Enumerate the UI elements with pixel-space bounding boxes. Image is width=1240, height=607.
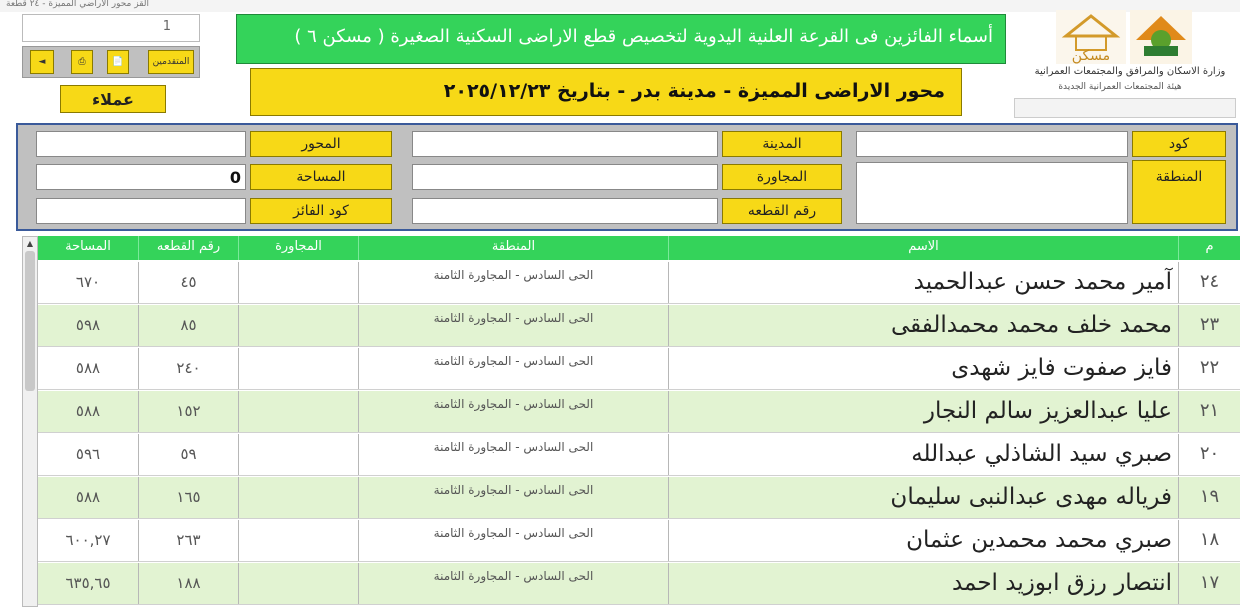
ministry-logo	[1130, 10, 1192, 64]
row-name: آمير محمد حسن عبدالحميد	[668, 262, 1178, 304]
row-region: الحى السادس - المجاورة الثامنة	[358, 305, 668, 347]
table-row[interactable]	[38, 520, 1240, 562]
back-button[interactable]	[30, 50, 54, 74]
row-num: ٢٠	[1178, 434, 1240, 476]
authority-name: هيئة المجتمعات العمرانية الجديدة	[1058, 82, 1182, 92]
row-name: صبري سيد الشاذلي عبدالله	[668, 434, 1178, 476]
table-row[interactable]	[38, 305, 1240, 347]
col-header-plot: رقم القطعه	[138, 236, 238, 260]
plot-number-field[interactable]	[412, 198, 718, 224]
col-header-name: الاسم	[668, 236, 1178, 260]
row-divider	[38, 389, 1240, 390]
top-status-text: القز محور الاراضي المميزة - ٢٤ قطعة	[6, 0, 149, 9]
neighborhood-label: المجاورة	[722, 164, 842, 190]
maskan-logo	[1056, 10, 1126, 64]
row-neighborhood	[238, 563, 358, 605]
row-name: فرياله مهدى عبدالنبى سليمان	[668, 477, 1178, 519]
row-divider	[38, 561, 1240, 562]
row-name: محمد خلف محمد محمدالفقى	[668, 305, 1178, 347]
top-status-strip	[0, 0, 1240, 12]
scrollbar-thumb[interactable]	[25, 251, 35, 391]
region-label: المنطقة	[1132, 160, 1226, 224]
axis-label: المحور	[250, 131, 392, 157]
ministry-name: وزارة الاسكان والمرافق والمجتمعات العمرانية	[1034, 66, 1226, 77]
row-neighborhood	[238, 520, 358, 562]
plot-number-label: رقم القطعه	[722, 198, 842, 224]
row-region: الحى السادس - المجاورة الثامنة	[358, 391, 668, 433]
neighborhood-field[interactable]	[412, 164, 718, 190]
row-size: ٦٠٠,٢٧	[65, 531, 111, 549]
row-size: ٥٩٦	[75, 445, 101, 463]
winner-code-field[interactable]	[36, 198, 246, 224]
maskan-logo-text: مسكن	[1071, 48, 1111, 64]
row-size: ٥٩٨	[75, 316, 101, 334]
table-row[interactable]	[38, 262, 1240, 304]
row-num: ٢٤	[1178, 262, 1240, 304]
row-region: الحى السادس - المجاورة الثامنة	[358, 434, 668, 476]
axis-field[interactable]	[36, 131, 246, 157]
table-row[interactable]	[38, 348, 1240, 390]
region-field[interactable]	[856, 162, 1128, 224]
winner-code-label: كود الفائز	[250, 198, 392, 224]
row-name: فايز صفوت فايز شهدى	[668, 348, 1178, 390]
table-scrollbar[interactable]	[22, 236, 38, 607]
row-region: الحى السادس - المجاورة الثامنة	[358, 348, 668, 390]
record-counter-value: 1	[162, 19, 171, 34]
row-plot-number: ١٦٥	[138, 477, 238, 519]
row-size: ٥٨٨	[75, 359, 101, 377]
row-neighborhood	[238, 434, 358, 476]
row-plot-number: ٥٩	[138, 434, 238, 476]
row-region: الحى السادس - المجاورة الثامنة	[358, 477, 668, 519]
row-divider	[38, 518, 1240, 519]
row-name: صبري محمد محمدين عثمان	[668, 520, 1178, 562]
row-region: الحى السادس - المجاورة الثامنة	[358, 563, 668, 605]
clients-button[interactable]: عملاء	[60, 85, 166, 113]
row-name: عليا عبدالعزيز سالم النجار	[668, 391, 1178, 433]
advanced-button[interactable]: المتقدمين	[148, 50, 194, 74]
document-icon: 📄	[112, 57, 124, 67]
page-subtitle: محور الاراضى المميزة - مدينة بدر - بتاريخ ٢٠٢٥/١٢/٢٣	[443, 80, 945, 102]
row-num: ٢١	[1178, 391, 1240, 433]
scroll-up-arrow-icon[interactable]: ▲	[26, 239, 34, 248]
city-label: المدينة	[722, 131, 842, 157]
record-counter	[22, 14, 200, 42]
header-info-box	[1014, 98, 1236, 118]
row-neighborhood	[238, 262, 358, 304]
row-divider	[38, 604, 1240, 605]
table-row[interactable]	[38, 477, 1240, 519]
area-field[interactable]: 0	[36, 164, 246, 190]
col-header-num: م	[1178, 236, 1240, 260]
row-plot-number: ١٥٢	[138, 391, 238, 433]
table-row[interactable]	[38, 434, 1240, 476]
row-region: الحى السادس - المجاورة الثامنة	[358, 520, 668, 562]
row-size: ٦٧٠	[75, 273, 101, 291]
row-size: ٥٨٨	[75, 402, 101, 420]
table-row[interactable]	[38, 391, 1240, 433]
row-divider	[38, 303, 1240, 304]
table-header	[38, 236, 1240, 260]
row-plot-number: ١٨٨	[138, 563, 238, 605]
row-divider	[38, 475, 1240, 476]
row-plot-number: ٤٥	[138, 262, 238, 304]
row-neighborhood	[238, 477, 358, 519]
row-neighborhood	[238, 391, 358, 433]
code-field[interactable]	[856, 131, 1128, 157]
page-title-bar	[236, 14, 1006, 64]
row-num: ٢٣	[1178, 305, 1240, 347]
subtitle-bar	[250, 68, 962, 116]
city-field[interactable]	[412, 131, 718, 157]
row-num: ٢٢	[1178, 348, 1240, 390]
row-name: انتصار رزق ابوزيد احمد	[668, 563, 1178, 605]
row-num: ١٧	[1178, 563, 1240, 605]
row-size: ٦٣٥,٦٥	[65, 574, 111, 592]
col-header-size: المساحة	[65, 239, 111, 254]
row-neighborhood	[238, 348, 358, 390]
arrow-icon: ◄	[38, 57, 46, 67]
row-divider	[38, 432, 1240, 433]
col-header-neighborhood: المجاورة	[238, 236, 358, 260]
row-plot-number: ٨٥	[138, 305, 238, 347]
col-header-region: المنطقة	[358, 236, 668, 260]
code-label: كود	[1132, 131, 1226, 157]
row-neighborhood	[238, 305, 358, 347]
row-region: الحى السادس - المجاورة الثامنة	[358, 262, 668, 304]
row-num: ١٨	[1178, 520, 1240, 562]
row-plot-number: ٢٤٠	[138, 348, 238, 390]
row-plot-number: ٢٦٣	[138, 520, 238, 562]
printer-icon: ⎙	[78, 57, 86, 67]
page-title: أسماء الفائزين فى القرعة العلنية اليدوية لتخصيص قطع الاراضى السكنية الصغيرة ( مسكن ٦ )	[294, 26, 993, 47]
row-divider	[38, 346, 1240, 347]
area-label: المساحة	[250, 164, 392, 190]
print-button[interactable]	[71, 50, 93, 74]
row-size: ٥٨٨	[75, 488, 101, 506]
table-row[interactable]	[38, 563, 1240, 605]
print-preview-button[interactable]	[107, 50, 129, 74]
row-num: ١٩	[1178, 477, 1240, 519]
